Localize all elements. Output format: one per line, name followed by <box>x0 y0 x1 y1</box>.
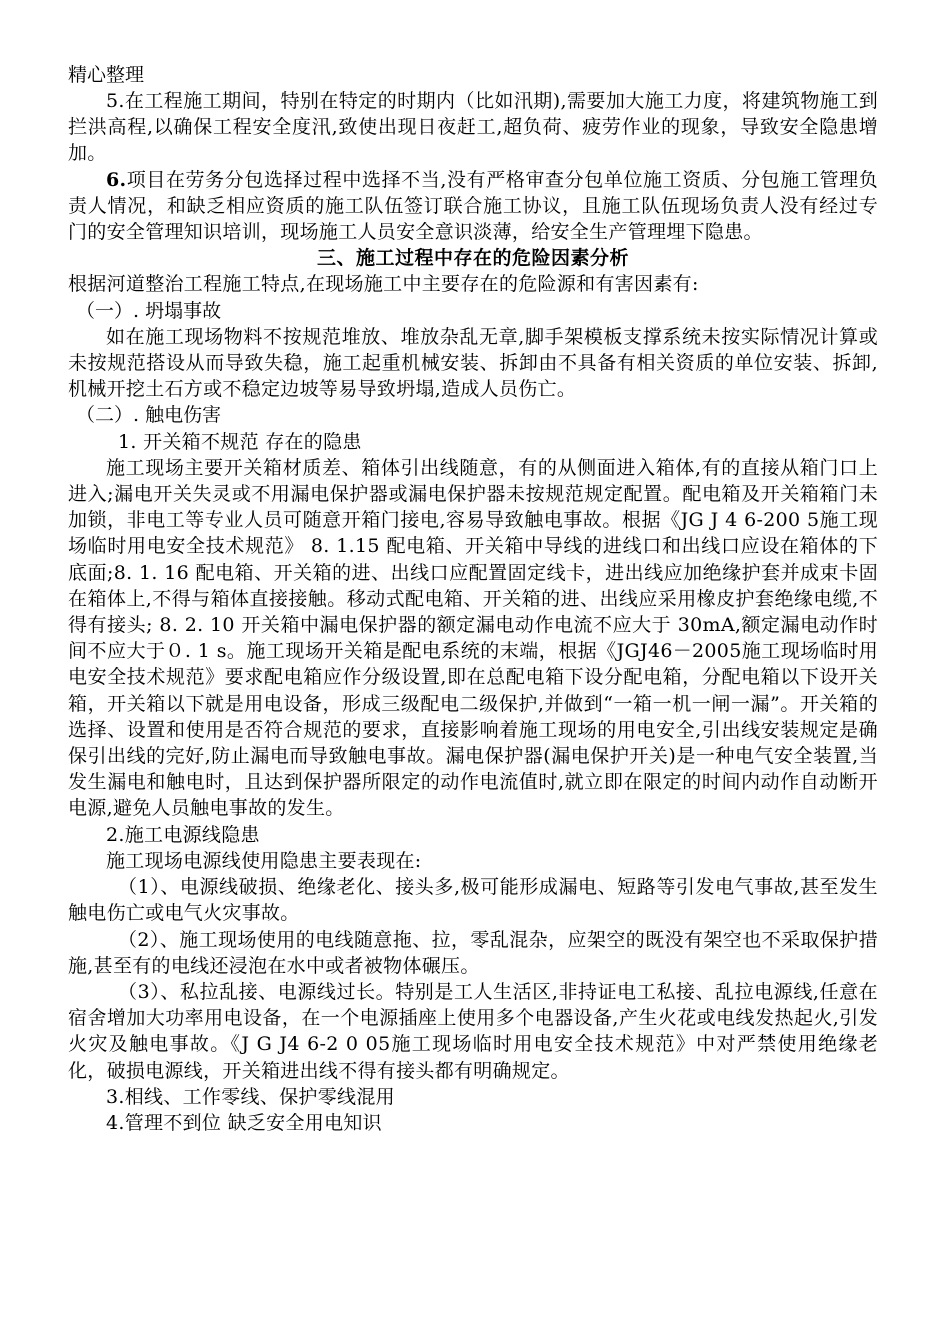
item-2-point-1: （1）、电源线破损、绝缘老化、接头多,极可能形成漏电、短路等引发电气事故,甚至发生触电伤亡或电气火灾事故。 <box>68 876 878 925</box>
subsection-collapse-title: （一）. 坍塌事故 <box>76 299 222 322</box>
page-header: 精心整理 <box>68 64 145 86</box>
item-2-point-3: （3）、私拉乱接、电源线过长。特别是工人生活区,非持证电工私接、乱拉电源线,任意在宿舍增加大功率用电设备，在一个电源插座上使用多个电器设备,产生火花或电线发热起火,引发火灾及触电事故。《J G J4 6-2 0 05施工现场临时用电安全技术规范》中对严禁使用绝缘老化，破损电源线，开关箱进出线不得有接头都有明确规定。 <box>68 980 878 1082</box>
item-1-title: 1. 开关箱不规范 存在的隐患 <box>118 430 362 453</box>
item-4-title: 4.管理不到位 缺乏安全用电知识 <box>106 1111 382 1134</box>
subsection-collapse-text: 如在施工现场物料不按规范堆放、堆放杂乱无章,脚手架模板支撑系统未按实际情况计算或未按规范搭设从而导致失稳，施工起重机械安装、拆卸由不具备有相关资质的单位安装、拆卸,机械开挖土石方或不稳定边坡等易导致坍塌,造成人员伤亡。 <box>68 325 878 401</box>
item-3-title: 3.相线、工作零线、保护零线混用 <box>106 1085 395 1108</box>
section-intro: 根据河道整治工程施工特点,在现场施工中主要存在的危险源和有害因素有: <box>68 273 699 296</box>
section-title: 三、施工过程中存在的危险因素分析 <box>316 247 629 270</box>
item-1-text: 施工现场主要开关箱材质差、箱体引出线随意，有的从侧面进入箱体,有的直接从箱门口上进入;漏电开关失灵或不用漏电保护器或漏电保护器未按规范规定配置。配电箱及开关箱箱门未加锁，非电工等专业人员可随意开箱门接电,容易导致触电事故。根据《JG J 4 6-200 5施工现场临时用电安全技术规范》 8. 1.15 配电箱、开关箱中导线的进线口和出线口应设在箱体的下底面;8. 1. 16 配电箱、开关箱的进、出线口应配置固定线卡，进出线应加绝缘护套并成束卡固在箱体上,不得与箱体直接接触。移动式配电箱、开关箱的进、出线应采用橡皮护套绝缘电缆,不得有接头; 8. 2. 10 开关箱中漏电保护器的额定漏电动作电流不应大于 30mA,额定漏电动作时间不应大于０. 1 s。施工现场开关箱是配电系统的末端，根据《JGJ46－2005施工现场临时用电安全技术规范》要求配电箱应作分级设置,即在总配电箱下设分配电箱，分配电箱以下设开关箱，开关箱以下就是用电设备，形成三级配电二级保护,并做到“一箱一机一闸一漏”。开关箱的选择、设置和使用是否符合规范的要求，直接影响着施工现场的用电安全,引出线安装规定是确保引出线的完好,防止漏电而导致触电事故。漏电保护器(漏电保护开关)是一种电气安全装置,当发生漏电和触电时，且达到保护器所限定的动作电流值时,就立即在限定的时间内动作自动断开电源,避免人员触电事故的发生。 <box>68 456 878 820</box>
item-2-title: 2.施工电源线隐患 <box>106 823 260 846</box>
paragraph-6 <box>68 167 878 246</box>
paragraph-6-number: 6. <box>106 168 127 191</box>
item-2-intro: 施工现场电源线使用隐患主要表现在: <box>106 849 422 872</box>
subsection-electric-title: （二）. 触电伤害 <box>76 404 222 427</box>
item-2-point-2: （2）、施工现场使用的电线随意拖、拉，零乱混杂，应架空的既没有架空也不采取保护措施,甚至有的电线还浸泡在水中或者被物体碾压。 <box>68 928 878 977</box>
paragraph-6-text: 项目在劳务分包选择过程中选择不当,没有严格审查分包单位施工资质、分包施工管理负责人情况，和缺乏相应资质的施工队伍签订联合施工协议，且施工队伍现场负责人没有经过专门的安全管理知识培训，现场施工人员安全意识淡薄，给安全生产管理埋下隐患。 <box>68 168 878 244</box>
paragraph-5: 5.在工程施工期间，特别在特定的时期内（比如汛期),需要加大施工力度，将建筑物施工到拦洪高程,以确保工程安全度汛,致使出现日夜赶工,超负荷、疲劳作业的现象，导致安全隐患增加。 <box>68 90 878 165</box>
